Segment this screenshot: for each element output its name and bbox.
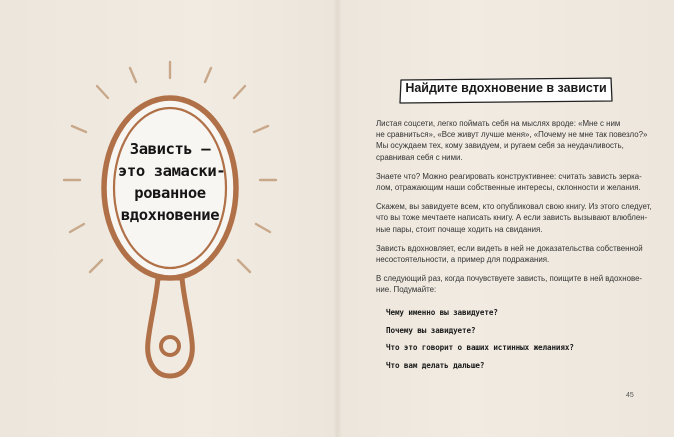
- page-number: 45: [626, 392, 634, 399]
- paragraph: [376, 171, 642, 193]
- question-item: Почему вы завидуете?: [386, 325, 476, 335]
- paragraph-line: Листая соцсети, легко поймать себя на мыслях вроде: «Мне с ним: [376, 119, 621, 128]
- question-list: [386, 304, 626, 374]
- question-item: Что вам делать дальше?: [386, 360, 485, 370]
- paragraph: [376, 201, 652, 235]
- section-heading: [397, 74, 615, 106]
- paragraph-line: Мы осуждаем тех, кому завидуем, и ругаем себя за неудачливость,: [376, 141, 624, 151]
- question-item: Чему именно вы завидуете?: [386, 308, 498, 317]
- paragraph-line: что вы тоже мечтаете написать книгу. А если зависть вызывают влюблен-: [376, 213, 648, 223]
- paragraph-line: ные пары, стоит почаще ходить на свидания.: [376, 224, 543, 234]
- paragraph-line: В следующий раз, когда почувствуете зависть, поищите в ней вдохнове-: [376, 274, 643, 284]
- mirror-quote-line: вдохновение: [120, 206, 220, 224]
- mirror-quote-line: Зависть –: [129, 140, 211, 158]
- hand-mirror-illustration: [50, 60, 290, 400]
- mirror-quote: [118, 138, 226, 226]
- paragraph-line: несостоятельности, а пример для подражания.: [376, 255, 550, 265]
- paragraph: [376, 243, 643, 265]
- heading-title: Найдите вдохновение в зависти: [405, 81, 607, 95]
- paragraph-line: лом, отражающим наши собственные интересы, склонности и желания.: [376, 183, 641, 193]
- mirror-quote-line: рованное: [134, 184, 206, 202]
- paragraph-line: Скажем, вы завидуете всем, кто опубликовал свою книгу. Из этого следует,: [376, 202, 652, 212]
- article-body: [376, 118, 652, 304]
- paragraph-line: не сравниться», «Все живут лучше меня», «Почему не мне так повезло?»: [376, 130, 648, 140]
- paragraph: [376, 118, 648, 163]
- question-item: Что это говорит о ваших истинных желаниях?: [386, 343, 574, 352]
- paragraph: [376, 273, 643, 295]
- paragraph-line: сравнивая себя с ними.: [376, 152, 463, 162]
- paragraph-line: Знаете что? Можно реагировать конструктивнее: считать зависть зерка-: [376, 171, 642, 181]
- paragraph-line: ние. Подумайте:: [376, 285, 437, 295]
- mirror-quote-line: это замаски-: [118, 162, 226, 180]
- paragraph-line: Зависть вдохновляет, если видеть в ней не доказательства собственной: [376, 243, 643, 253]
